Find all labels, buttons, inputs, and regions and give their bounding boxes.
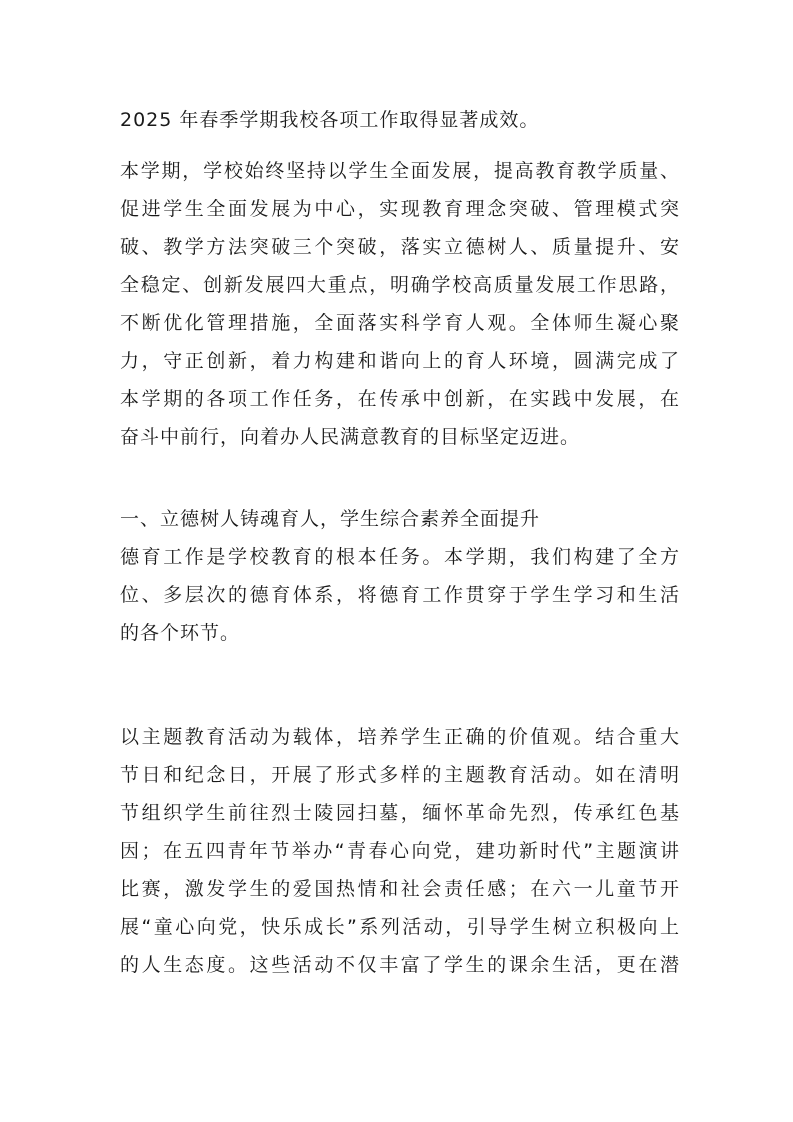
text-line: 因；在五四青年节举办“青春心向党，建功新时代”主题演讲 bbox=[120, 840, 680, 862]
paragraph-moral-education bbox=[120, 538, 680, 652]
text-line: 破、教学方法突破三个突破，落实立德树人、质量提升、安 bbox=[120, 236, 680, 258]
text-line: 节组织学生前往烈士陵园扫墓，缅怀革命先烈，传承红色基 bbox=[120, 802, 680, 824]
text-line: 奋斗中前行，向着办人民满意教育的目标坚定迈进。 bbox=[120, 426, 581, 448]
text-line: 本学期，学校始终坚持以学生全面发展，提高教育教学质量、 bbox=[120, 160, 680, 182]
text-line: 促进学生全面发展为中心，实现教育理念突破、管理模式突 bbox=[120, 198, 680, 220]
text-line: 节日和纪念日，开展了形式多样的主题教育活动。如在清明 bbox=[120, 764, 680, 786]
text-line: 的各个环节。 bbox=[120, 622, 241, 644]
text-line: 展“童心向党，快乐成长”系列活动，引导学生树立积极向上 bbox=[120, 916, 680, 938]
section-heading: 一、立德树人铸魂育人，学生综合素养全面提升 bbox=[120, 508, 541, 530]
text-line: 以主题教育活动为载体，培养学生正确的价值观。结合重大 bbox=[120, 726, 680, 748]
text-line: 的人生态度。这些活动不仅丰富了学生的课余生活，更在潜 bbox=[120, 954, 680, 976]
text-line: 本学期的各项工作任务，在传承中创新，在实践中发展，在 bbox=[120, 388, 680, 410]
text-line: 比赛，激发学生的爱国热情和社会责任感；在六一儿童节开 bbox=[120, 878, 680, 900]
text-line: 力，守正创新，着力构建和谐向上的育人环境，圆满完成了 bbox=[120, 350, 680, 372]
text-line: 位、多层次的德育体系，将德育工作贯穿于学生学习和生活 bbox=[120, 584, 680, 606]
paragraph-overview bbox=[120, 152, 680, 456]
text-line: 德育工作是学校教育的根本任务。本学期，我们构建了全方 bbox=[120, 546, 680, 568]
text-line: 不断优化管理措施，全面落实科学育人观。全体师生凝心聚 bbox=[120, 312, 680, 334]
text-line: 全稳定、创新发展四大重点，明确学校高质量发展工作思路， bbox=[120, 274, 680, 296]
paragraph-theme-activities bbox=[120, 718, 680, 984]
intro-line: 2025 年春季学期我校各项工作取得显著成效。 bbox=[120, 109, 540, 131]
